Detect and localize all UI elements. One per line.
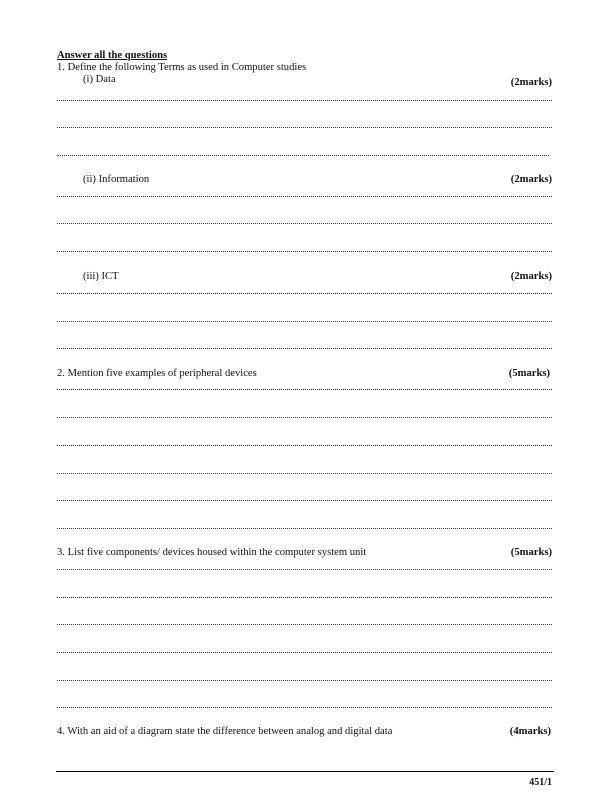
question-1-part-ii-marks: (2marks) bbox=[510, 174, 552, 185]
answer-line[interactable] bbox=[57, 127, 552, 128]
question-1-part-iii-label: (iii) ICT bbox=[83, 271, 119, 282]
question-2-text: 2. Mention five examples of peripheral devices bbox=[57, 368, 257, 379]
answer-line[interactable] bbox=[57, 707, 552, 708]
question-1-text: 1. Define the following Terms as used in Computer studies bbox=[57, 62, 307, 73]
footer-rule bbox=[56, 771, 554, 772]
answer-line[interactable] bbox=[57, 223, 552, 224]
question-3-marks: (5marks) bbox=[510, 547, 552, 558]
question-1-part-iii-marks: (2marks) bbox=[510, 271, 552, 282]
instruction-heading: Answer all the questions bbox=[57, 50, 168, 61]
question-1-part-i-label: (i) Data bbox=[83, 74, 116, 85]
answer-line[interactable] bbox=[57, 569, 552, 570]
answer-line[interactable] bbox=[57, 155, 549, 156]
question-4-text: 4. With an aid of a diagram state the difference between analog and digital data bbox=[57, 726, 393, 737]
question-1-part-i-marks: (2marks) bbox=[510, 77, 552, 88]
answer-line[interactable] bbox=[57, 100, 552, 101]
answer-line[interactable] bbox=[57, 293, 552, 294]
answer-line[interactable] bbox=[57, 652, 552, 653]
answer-line[interactable] bbox=[57, 500, 552, 501]
answer-line[interactable] bbox=[57, 445, 552, 446]
answer-line[interactable] bbox=[57, 597, 552, 598]
answer-line[interactable] bbox=[57, 624, 552, 625]
answer-line[interactable] bbox=[57, 196, 552, 197]
answer-line[interactable] bbox=[57, 528, 552, 529]
answer-line[interactable] bbox=[57, 680, 552, 681]
answer-line[interactable] bbox=[57, 251, 552, 252]
answer-line[interactable] bbox=[57, 473, 552, 474]
question-1-part-ii-label: (ii) Information bbox=[83, 174, 150, 185]
answer-line[interactable] bbox=[57, 389, 552, 390]
answer-line[interactable] bbox=[57, 348, 552, 349]
question-3-text: 3. List five components/ devices housed within the computer system unit bbox=[57, 547, 367, 558]
paper-code: 451/1 bbox=[529, 777, 552, 788]
question-4-marks: (4marks) bbox=[509, 726, 551, 737]
question-2-marks: (5marks) bbox=[508, 368, 550, 379]
answer-line[interactable] bbox=[57, 417, 552, 418]
answer-line[interactable] bbox=[57, 321, 552, 322]
